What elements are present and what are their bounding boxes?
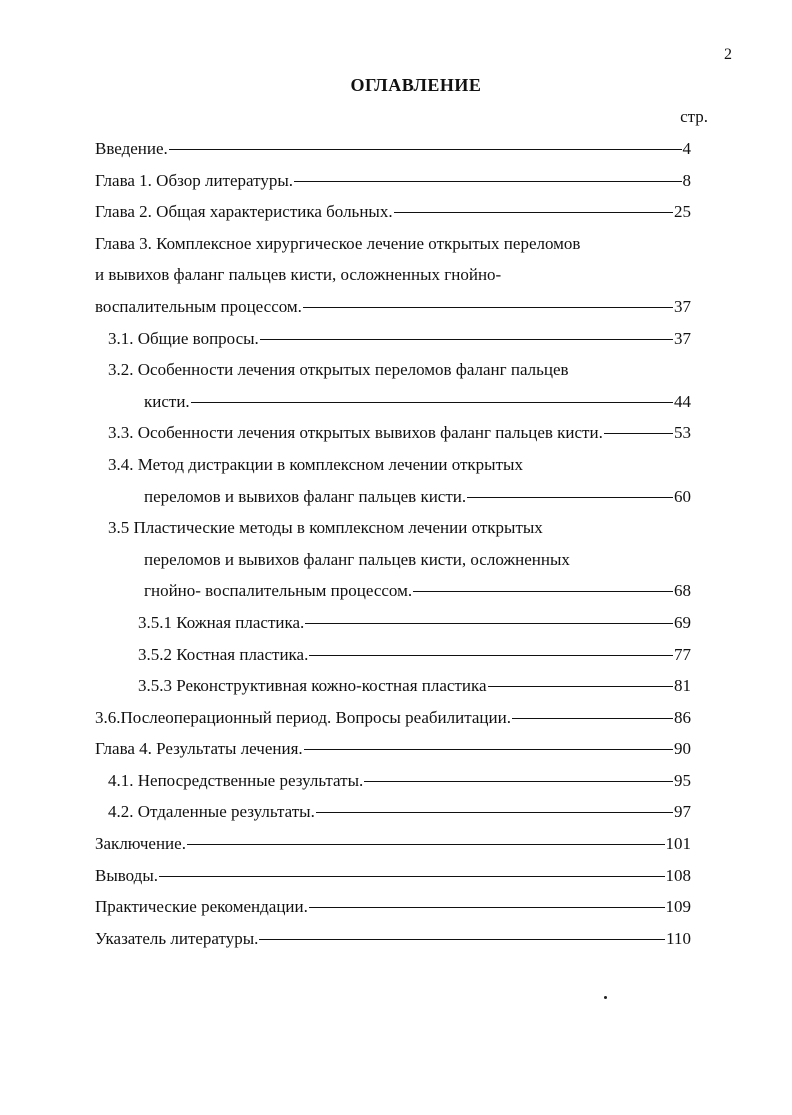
- toc-leader-line: [309, 655, 673, 656]
- toc-entry-text: Введение.: [95, 139, 168, 158]
- toc-leader-line: [604, 433, 673, 434]
- toc-entry-text: Практические рекомендации.: [95, 897, 308, 917]
- toc-page-number: 4: [682, 139, 691, 158]
- toc-page-number: 8: [682, 170, 691, 190]
- toc-leader-line: [159, 876, 664, 877]
- toc-page-number: 53: [674, 423, 691, 443]
- toc-entry-text: воспалительным процессом.: [95, 296, 302, 316]
- toc-entry-text: 4.1. Непосредственные результаты.: [108, 770, 364, 790]
- toc-line: [95, 512, 691, 544]
- toc-entry-text: Заключение.: [95, 834, 186, 854]
- toc-line: [95, 860, 691, 892]
- toc-leader-line: [169, 149, 682, 150]
- toc-line: [95, 607, 691, 639]
- toc-entry-text: Указатель литературы.: [95, 928, 259, 948]
- toc-entry-text: и вывихов фаланг пальцев кисти, осложненных гнойно-: [95, 265, 502, 285]
- toc-page-number: 25: [674, 202, 691, 222]
- toc-leader-line: [259, 939, 665, 940]
- toc-entry-text: гнойно- воспалительным процессом.: [144, 581, 413, 601]
- toc-entry-text: Выводы.: [95, 865, 159, 885]
- toc-entry-text: Глава 3. Комплексное хирургическое лечение открытых переломов: [95, 233, 581, 253]
- toc-line: [95, 165, 691, 197]
- toc-page-number: 95: [674, 770, 691, 790]
- toc-leader-line: [364, 781, 673, 782]
- toc-leader-line: [304, 749, 673, 750]
- toc-page-number: 97: [674, 802, 691, 822]
- toc-entry-text: 3.5.1 Кожная пластика.: [138, 612, 305, 632]
- toc-line: [95, 733, 691, 765]
- toc-line: [95, 386, 691, 418]
- toc-page-number: 90: [674, 739, 691, 759]
- stray-dot: [604, 996, 607, 999]
- toc-line: [95, 259, 691, 291]
- toc-entry-text: переломов и вывихов фаланг пальцев кисти.: [144, 486, 467, 506]
- toc-leader-line: [394, 212, 673, 213]
- toc-line: [95, 575, 691, 607]
- toc-page-number: 109: [665, 897, 691, 917]
- toc-line: [95, 670, 691, 702]
- toc-page-number: 86: [674, 707, 691, 727]
- toc-line: [95, 449, 691, 481]
- toc-leader-line: [488, 686, 673, 687]
- toc-page-number: 77: [674, 644, 691, 664]
- toc-line: [95, 228, 691, 260]
- toc-line: [95, 702, 691, 734]
- toc-page-number: 101: [665, 834, 691, 854]
- toc-line: [95, 796, 691, 828]
- page-column-label: стр.: [680, 107, 708, 126]
- toc-line: [95, 639, 691, 671]
- toc-entry-text: 3.5.2 Костная пластика.: [138, 644, 309, 664]
- toc-entry-text: 3.6.Послеоперационный период. Вопросы реабилитации.: [95, 707, 511, 727]
- toc-entry-text: Глава 2. Общая характеристика больных.: [95, 202, 393, 222]
- toc-entry-text: переломов и вывихов фаланг пальцев кисти, осложненных: [144, 549, 570, 569]
- toc-line: [95, 828, 691, 860]
- toc-leader-line: [413, 591, 673, 592]
- toc-leader-line: [303, 307, 673, 308]
- toc-line: [95, 417, 691, 449]
- toc-entry-text: Глава 4. Результаты лечения.: [95, 739, 303, 759]
- toc-leader-line: [260, 339, 673, 340]
- toc-line: [95, 291, 691, 323]
- toc-line: [95, 323, 691, 355]
- toc-line: [95, 765, 691, 797]
- toc-page-number: 60: [674, 486, 691, 506]
- toc-page-number: 37: [674, 296, 691, 316]
- toc-line: [95, 196, 691, 228]
- toc-page-number: 108: [665, 865, 691, 885]
- toc-page-number: 110: [666, 928, 691, 948]
- toc-line: [95, 354, 691, 386]
- toc-line: [95, 133, 691, 165]
- toc-leader-line: [187, 844, 665, 845]
- toc-leader-line: [316, 812, 673, 813]
- toc-leader-line: [305, 623, 673, 624]
- toc-entry-text: 3.4. Метод дистракции в комплексном лечении открытых: [108, 454, 523, 474]
- toc-entry-text: 3.1. Общие вопросы.: [108, 328, 259, 348]
- toc-leader-line: [191, 402, 673, 403]
- toc-leader-line: [512, 718, 673, 719]
- toc-leader-line: [294, 181, 681, 182]
- toc-line: [95, 891, 691, 923]
- page-title: ОГЛАВЛЕНИЕ: [350, 75, 482, 95]
- toc-line: [95, 923, 691, 955]
- toc-entry-text: 3.5.3 Реконструктивная кожно-костная пластика: [138, 676, 487, 696]
- toc-page-number: 69: [674, 612, 691, 632]
- toc-entry-text: 4.2. Отдаленные результаты.: [108, 802, 315, 822]
- toc-page-number: 81: [674, 676, 691, 696]
- toc-entry-text: 3.2. Особенности лечения открытых переломов фаланг пальцев: [108, 360, 569, 380]
- toc-leader-line: [467, 497, 673, 498]
- toc-entry-text: 3.5 Пластические методы в комплексном лечении открытых: [108, 518, 543, 538]
- toc-entry-text: Глава 1. Обзор литературы.: [95, 170, 294, 190]
- toc-page-number: 68: [674, 581, 691, 601]
- toc-line: [95, 481, 691, 513]
- toc-line: [95, 544, 691, 576]
- toc-page-number: 44: [674, 391, 691, 411]
- table-of-contents: [95, 133, 691, 954]
- toc-entry-text: 3.3. Особенности лечения открытых вывихов фаланг пальцев кисти.: [108, 423, 603, 443]
- page-number: 2: [724, 46, 732, 63]
- toc-leader-line: [309, 907, 665, 908]
- toc-entry-text: кисти.: [144, 391, 190, 411]
- toc-page-number: 37: [674, 328, 691, 348]
